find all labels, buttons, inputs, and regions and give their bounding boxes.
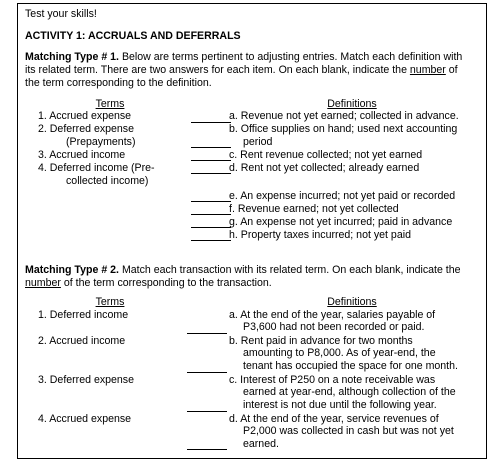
mt1-term-2-cont: (Prepayments) [66, 136, 136, 148]
mt2-term-4: 4. Accrued expense [38, 413, 132, 425]
mt1-term-3: 3. Accrued income [38, 149, 126, 161]
activity-title: ACTIVITY 1: ACCRUALS AND DEFERRALS [25, 30, 241, 42]
mt2-instr-l2-post: of the term corresponding to the transaction. [60, 277, 272, 289]
mt2-answer-blank-a[interactable] [187, 333, 227, 334]
header-text: Test your skills! [25, 8, 97, 20]
mt1-answer-blank-d[interactable] [191, 173, 231, 174]
mt2-definition-b-cont-2: tenant has occupied the space for one month. [243, 360, 458, 372]
mt1-answer-blank-c[interactable] [191, 160, 231, 161]
mt1-instr-l2-number: number [409, 64, 446, 76]
mt1-instruction-line-3: the term corresponding to the definition. [25, 77, 212, 89]
mt2-definitions-header: Definitions [327, 296, 377, 308]
mt2-title: Matching Type # 2. [25, 264, 119, 276]
mt1-term-1: 1. Accrued expense [38, 110, 132, 122]
mt2-terms-header: Terms [95, 296, 125, 308]
mt2-definition-c: c. Interest of P250 on a note receivable was [229, 374, 436, 386]
mt2-definition-c-cont-2: interest is not due until the following year. [243, 399, 437, 411]
mt2-instr-l2-number: number [25, 277, 61, 289]
mt2-instr-l1-rest: Match each transaction with its related term. On each blank, indicate the [119, 264, 461, 276]
mt2-answer-blank-b[interactable] [187, 372, 227, 373]
mt2-definition-d: d. At the end of the year, service revenues of [229, 413, 439, 425]
mt1-answer-blank-e[interactable] [191, 201, 231, 202]
mt1-term-4-cont: collected income) [66, 175, 149, 187]
mt1-instruction-line-1 [25, 51, 462, 63]
mt1-term-2: 2. Deferred expense [38, 123, 134, 135]
mt2-instruction-line-2 [25, 277, 272, 289]
mt1-instruction-line-2 [25, 64, 458, 76]
mt1-answer-blank-g[interactable] [191, 227, 231, 228]
mt2-definition-b-cont-1: amounting to P8,000. As of year-end, the [243, 347, 436, 359]
mt2-instruction-line-1 [25, 264, 461, 276]
mt2-definition-d-cont-2: earned. [243, 438, 279, 450]
mt1-definition-b-cont: period [243, 136, 273, 148]
mt2-definition-b: b. Rent paid in advance for two months [229, 335, 413, 347]
mt1-instr-l1-rest: Below are terms pertinent to adjusting entries. Match each definition with [119, 51, 463, 63]
mt1-answer-blank-b[interactable] [191, 147, 231, 148]
mt1-answer-blank-a[interactable] [191, 122, 231, 123]
mt2-definition-c-cont-1: earned at year-end, although collection of the [243, 386, 456, 398]
mt1-definitions-header: Definitions [327, 98, 377, 110]
mt1-instr-l2-post: of [445, 64, 458, 76]
mt2-term-3: 3. Deferred expense [38, 374, 134, 386]
mt1-answer-blank-f[interactable] [191, 214, 231, 215]
mt1-definition-d: d. Rent not yet collected; already earned [229, 162, 420, 174]
mt1-definition-c: c. Rent revenue collected; not yet earned [229, 149, 423, 161]
mt1-definition-f: f. Revenue earned; not yet collected [229, 203, 399, 215]
mt1-definition-g: g. An expense not yet incurred; paid in advance [229, 216, 453, 228]
mt2-definition-d-cont-1: P2,000 was collected in cash but was not yet [243, 425, 454, 437]
mt1-definition-a: a. Revenue not yet earned; collected in advance. [229, 110, 459, 122]
mt1-definition-h: h. Property taxes incurred; not yet paid [229, 229, 411, 241]
mt2-term-2: 2. Accrued income [38, 335, 126, 347]
mt1-definition-e: e. An expense incurred; not yet paid or recorded [229, 190, 456, 202]
mt2-term-1: 1. Deferred income [38, 309, 129, 321]
mt1-answer-blank-h[interactable] [191, 240, 231, 241]
mt1-instr-l2-pre: its related term. There are two answers for each item. On each blank, indicate the [25, 64, 410, 76]
mt1-terms-header: Terms [95, 98, 125, 110]
mt2-definition-a-cont: P3,600 had not been recorded or paid. [243, 321, 425, 333]
mt1-title: Matching Type # 1. [25, 51, 119, 63]
mt2-answer-blank-d[interactable] [187, 449, 227, 450]
mt1-definition-b: b. Office supplies on hand; used next accounting [229, 123, 458, 135]
mt2-definition-a: a. At the end of the year, salaries payable of [229, 309, 436, 321]
mt2-answer-blank-c[interactable] [187, 411, 227, 412]
mt1-term-4: 4. Deferred income (Pre- [38, 162, 155, 174]
